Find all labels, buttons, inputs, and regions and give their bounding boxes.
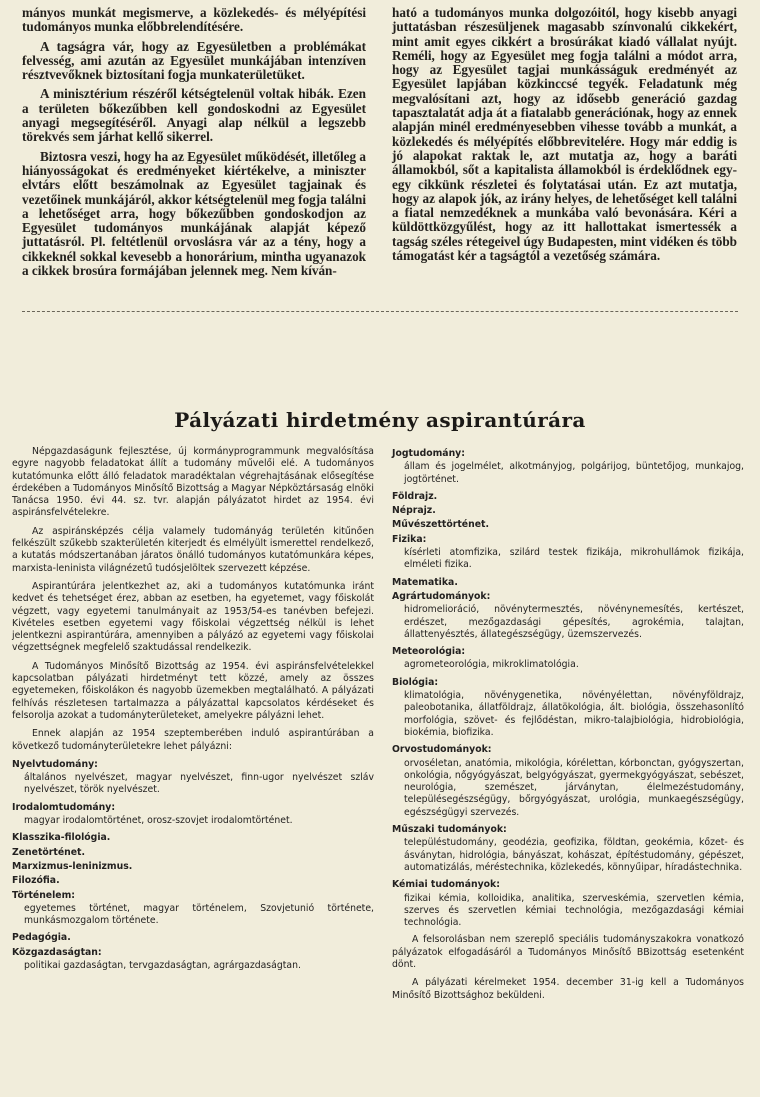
announcement-column-left [12,446,374,977]
paragraph: Az aspiránsképzés célja valamely tudományág területén kitűnően felkészült szűkebb szakterületén kiterjedt és elmélyült ismerettel rendelkező, a kutatás módszertanában járatos önálló tudományos kutatómunkára képes, marxista-leninista világnézetű tudósjelöltek szervezett képzése. [12,525,374,574]
paragraph: A minisztérium részéről kétségtelenül voltak hibák. Ezen a területen bőkezűbben kell gondoskodni az Egyesület anyagi megsegítéséről. Anyagi alap nélkül a legszebb törekvés sem járhat kellő sikerrel. [22,86,366,145]
field-heading: Kémiai tudományok: [392,879,500,891]
paragraph: mányos munkát megismerve, a közlekedés- és mélyépítési tudományos munka előbbrelendítésére. [22,5,366,35]
field-heading: Klasszika-filológia. [12,832,111,844]
field-heading: Orvostudományok: [392,744,492,756]
field-heading: Agrártudományok: [392,590,491,602]
closing-paragraph: A felsorolásban nem szereplő speciális tudományszakokra vonatkozó pályázatok elfogadásáról a Tudományos Minősítő BBizottság esetenként dönt. [392,934,744,970]
field-heading: Földrajz. [392,490,438,502]
field-heading: Meteorológia: [392,646,466,658]
field-list: hidromelioráció, növénytermesztés, növénynemesítés, kertészet, erdészet, mezőgazdasági gépesítés, agrokémia, talajtan, állattenyésztés, állategészségügy, üzemszervezés. [404,604,744,640]
paragraph: A Tudományos Minősítő Bizottság az 1954. évi aspiránsfelvételekkel kapcsolatban pályázati hirdetményt tett közzé, amely az összes egyetemeken, főiskolákon és nagyobb üzemekben megtalálható. A pályázati felhívás részletesen tartalmazza a pályázattal kapcsolatos kérdéseket és felsorolja azokat a tudományterületeket, amelyekre pályázni lehet. [12,660,374,721]
announcement-title: Pályázati hirdetmény aspirantúrára [174,408,586,432]
field-list: magyar irodalomtörténet, orosz-szovjet irodalomtörténet. [24,815,293,827]
field-list: fizikai kémia, kolloidika, analitika, szerveskémia, szervetlen kémia, szerves és szervetlen kémiai technológia, mezőgazdasági kémiai technológia. [404,892,744,929]
field-list: politikai gazdaságtan, tervgazdaságtan, agrárgazdaságtan. [24,959,301,971]
field-list: orvoséletan, anatómia, mikológia, kórélettan, kórbonctan, gyógyszertan, onkológia, nőgyógyászat, belgyógyászat, gyermekgyógyászat, sebészet, neurológia, szemészet, járványtan, élelmezéstudomány, településegészségügy, bőrgyógyászat, urológia, munkaegészségügy, egészségügyi szervezés. [404,757,744,818]
field-heading: Irodalomtudomány: [12,801,116,813]
field-heading: Közgazdaságtan: [12,946,102,958]
article-column-right [392,6,737,268]
field-heading: Nyelvtudomány: [12,758,98,770]
field-heading: Történelem: [12,889,76,901]
field-list: településtudomány, geodézia, geofizika, földtan, geokémia, kőzet- és ásványtan, hidrológia, bányászat, kohászat, építéstudomány, gépészet, automatizálás, méréstechnika, közlekedés, könnyűipar, híradástechnika. [404,837,744,873]
field-list: kísérleti atomfizika, szilárd testek fizikája, mikrohullámok fizikája, elméleti fizika. [404,547,744,571]
field-list: klimatológia, növénygenetika, növényélettan, növényföldrajz, paleobotanika, állatföldrajz, állatökológia, ált. biológia, összehasonlító morfológia, szövet- és fejlődéstan, mikro-talajbiológia, hidrobiológia, biokémia, biofizika. [404,690,744,738]
announcement-column-right [392,446,744,1008]
field-heading: Marxizmus-leninizmus. [12,860,133,872]
field-heading: Jogtudomány: [392,448,465,459]
closing-paragraph: A pályázati kérelmeket 1954. december 31-ig kell a Tudományos Minősítő Bizottsághoz beküldeni. [392,977,744,1001]
field-heading: Filozófia. [12,875,60,887]
field-heading: Pedagógia. [12,932,71,944]
field-list: agrometeorológia, mikroklimatológia. [404,659,579,671]
field-heading: Matematika. [392,576,458,588]
field-list: egyetemes történet, magyar történelem, Szovjetunió története, munkásmozgalom története. [24,902,374,927]
field-heading: Biológia: [392,676,439,688]
field-heading: Néprajz. [392,505,436,517]
paragraph: Ennek alapján az 1954 szeptemberében induló aspirantúrában a következő tudományterületekre lehet pályázni: [12,728,374,752]
paragraph: Népgazdaságunk fejlesztése, új kormányprogrammunk megvalósítása egyre nagyobb feladatokat állít a tudomány művelői elé. A tudományos kutatómunka előtt álló feladatok maradéktalan végrehajtásának elősegítése érdekében a Tudományos Minősítő Bizottság a Magyar Népköztársaság elnöki Tanácsa 1950. évi 44. sz. tvr. alapján pályázatot hirdet az 1954. évi aspiránsfelvételekre. [12,446,374,519]
field-list: állam és jogelmélet, alkotmányjog, polgárijog, büntetőjog, munkajog, jogtörténet. [404,461,744,485]
section-divider [22,311,738,312]
paragraph: Biztosra veszi, hogy ha az Egyesület működését, illetőleg a hiányosságokat és eredményeket kiértékelve, a miniszter elvtárs előtt beszámolnak az Egyesület tagjainak és vezetőinek munkájáról, akkor kétségtelenül meg fogja találni a lehetőséget arra, hogy bőkezűbben gondoskodjon az Egyesület tudományos munkájának alapját képező juttatásról. Pl. feltétlenül orvoslásra vár az a tény, hogy a cikkeknél sokkal kevesebb a honorárium, mintha ugyanazok a cikkek brosúra formájában jelennek meg. Nem kíván- [22,148,366,279]
paragraph: Aspirantúrára jelentkezhet az, aki a tudományos kutatómunka iránt kedvet és tehetséget érez, abban az esetben, ha egyetemet, vagy főiskolát végzett, vagy egyetemi tanulmányait az 1953/54-es tanévben befejezi. Kivételes esetben egyetemi vagy főiskolai végzettség nélkül is lehet jelentkezni aspirantúrára, amennyiben a pályázó az egyetemi vagy főiskolai végzettségnek megfelelő szaktudással rendelkezik. [12,580,374,654]
field-heading: Zenetörténet. [12,846,86,858]
paragraph: A tagságra vár, hogy az Egyesületben a problémákat felvesség, ami azután az Egyesület munkájában intenzíven résztvevőknek biztosítani fogja munkaterületüket. [22,38,366,83]
field-heading: Művészettörténet. [392,519,489,531]
article-column-left [22,6,366,283]
field-heading: Műszaki tudományok: [392,824,507,836]
field-heading: Fizika: [392,533,427,545]
paragraph: ható a tudományos munka dolgozóitól, hogy kisebb anyagi juttatásban részesüljenek magasabb színvonalú cikkekért, mint amit egyes cikkért a brosúrákat kiadó vállalat nyújt. Reméli, hogy az Egyesület meg fogja találni a módot arra, hogy az Egyesület tagjai munkásságuk eredményét az Egyesület lapjában közkinccsé tegyék. Feladatunk még megvalósítani azt, hogy az idősebb generáció gazdag tapasztalatát adja át a fiatalabb generációnak, hogy az ennek alapján minél eredményesebben vihesse tovább a munkát, a közlekedés és mélyépítés előbbrevitelére. Hogy már eddig is jó alapokat raktak le, azt mutatja az, hogy a baráti államokból, sőt a kapitalista államokból is érdeklődnek egy-egy cikkünk részletei és folytatásai után. Ez azt mutatja, hogy az alapok jók, az irány helyes, de lehetőséget kell találni a fiatal nemzedéknek a munkába való bevonására. Kéri a küldöttközgyűlést, hogy az itt hallottakat ismertessék a tagság széles rétegeivel úgy Budapesten, mint vidéken és több támogatást kér a tagságtól a vezetőség számára. [392,5,737,264]
field-list: általános nyelvészet, magyar nyelvészet, finn-ugor nyelvészet szláv nyelvészet, török nyelvészet. [24,772,374,796]
